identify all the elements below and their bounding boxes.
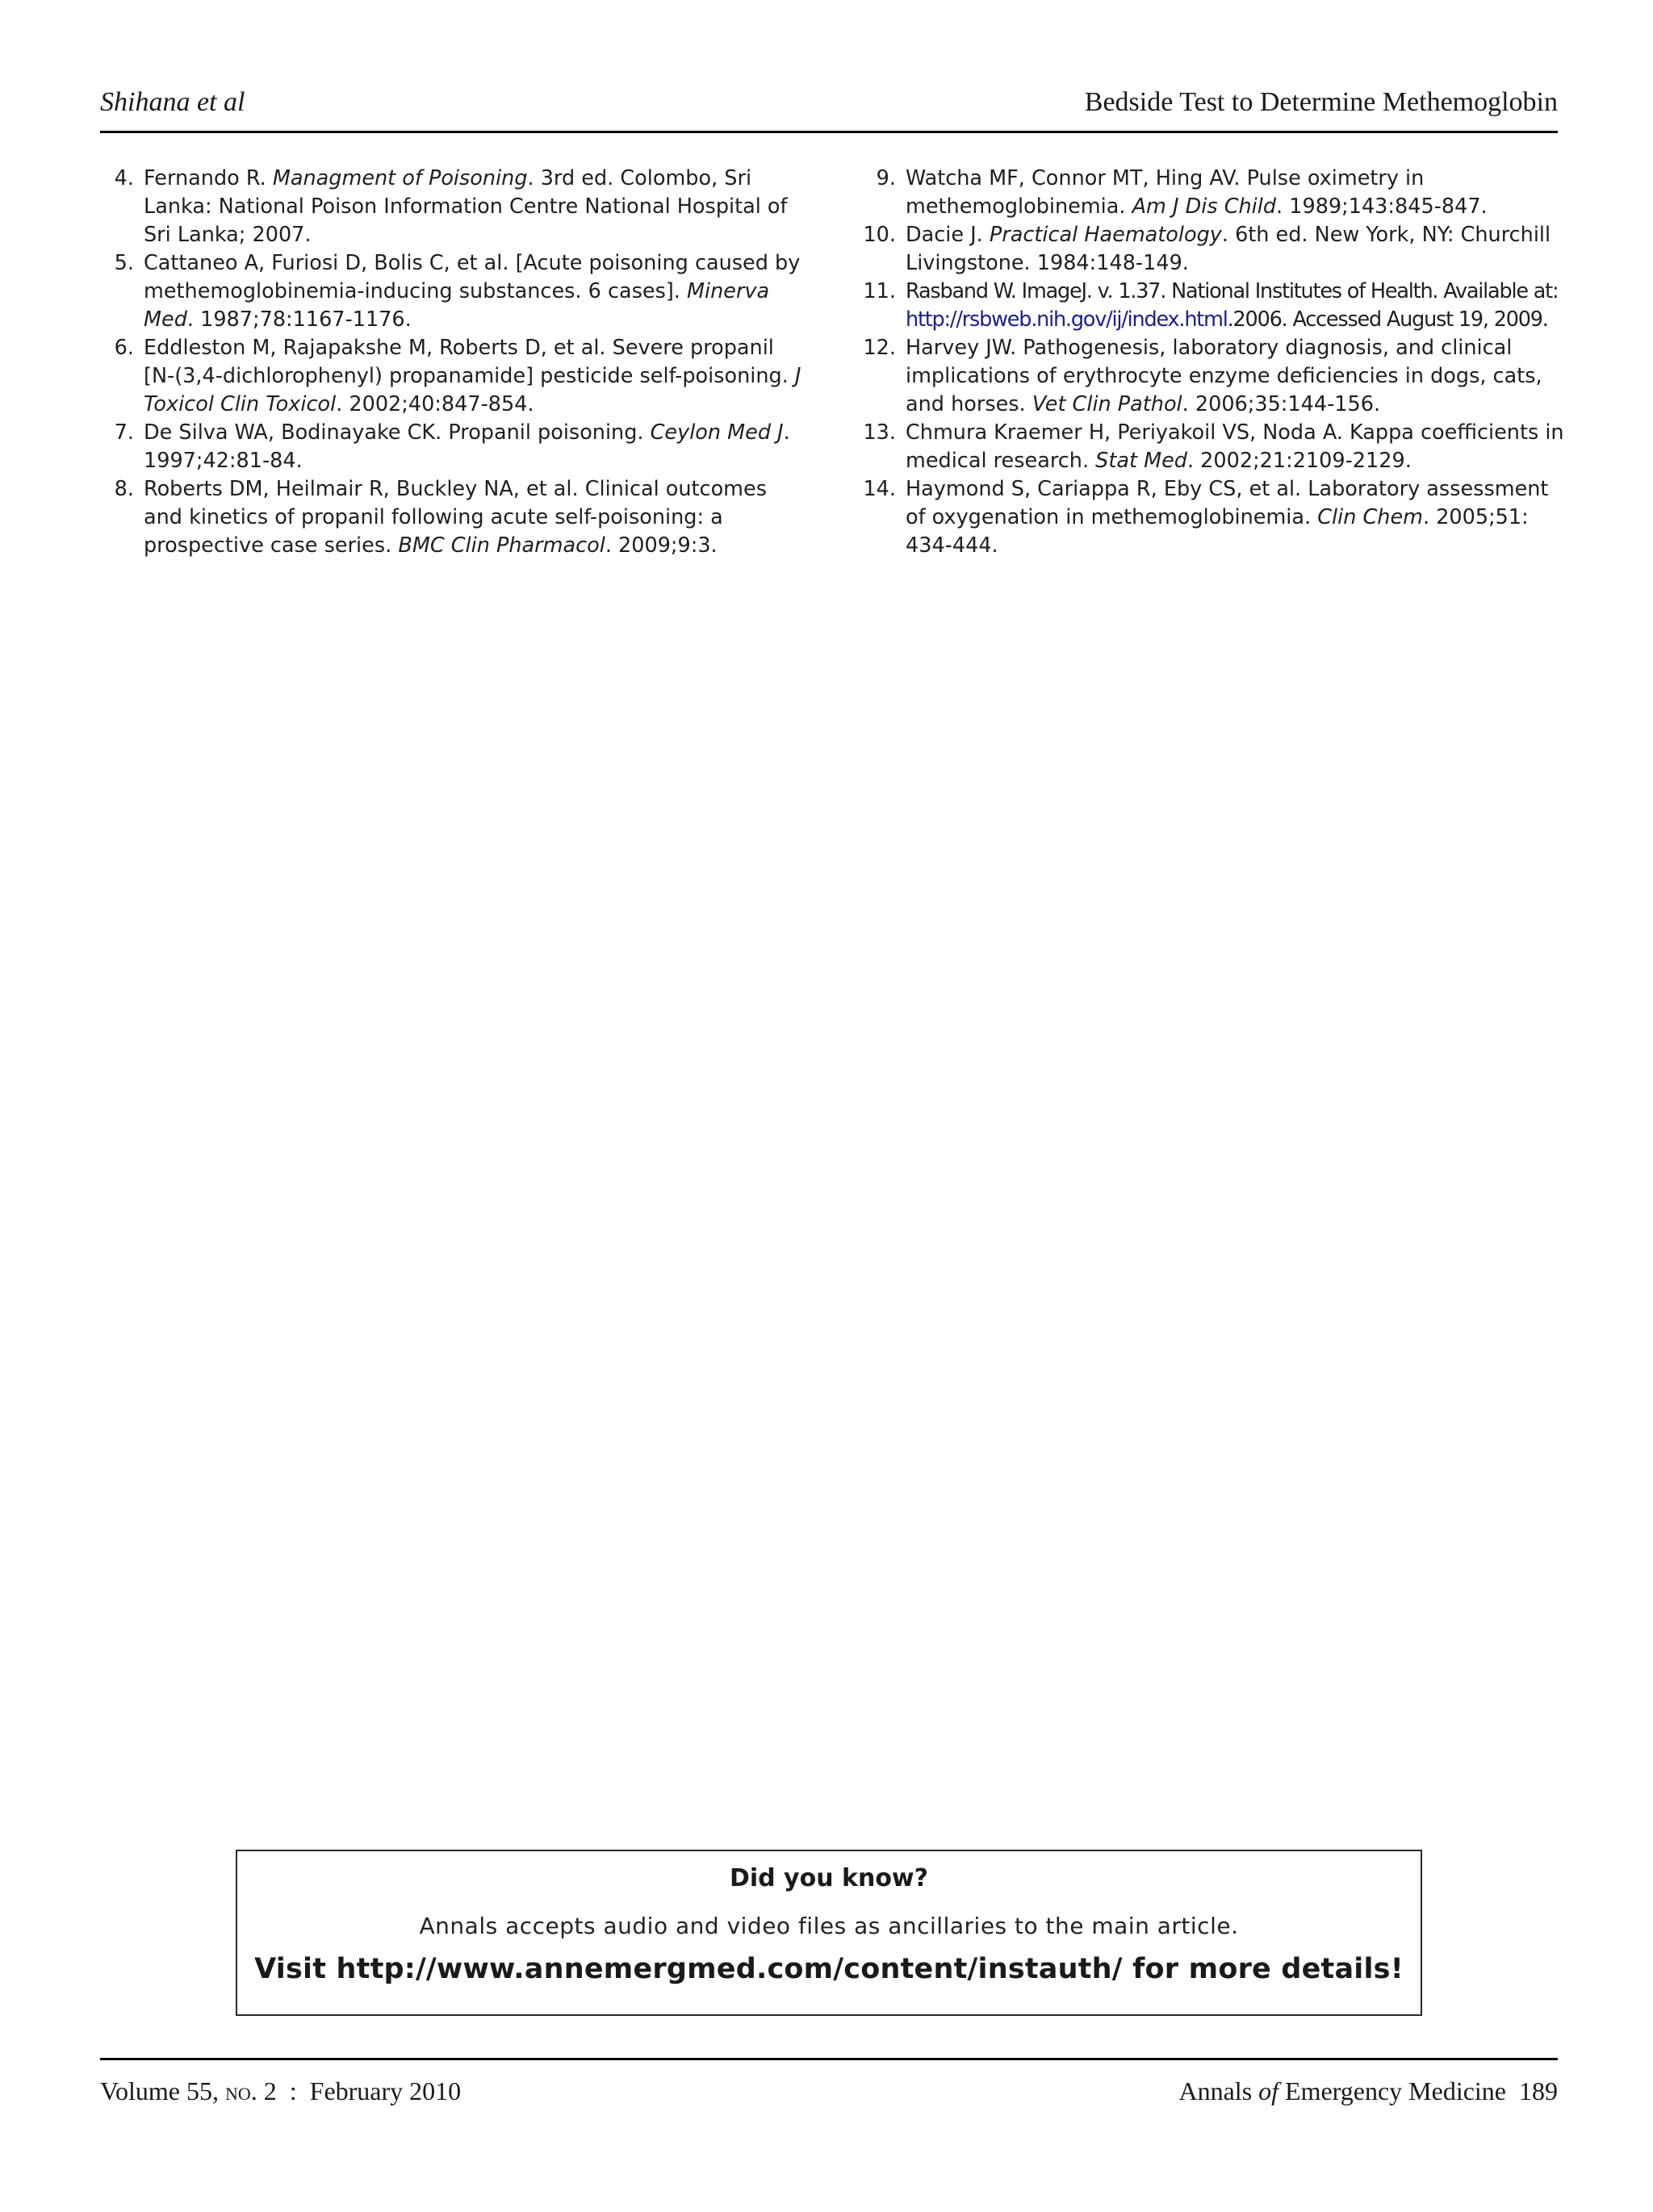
reference-item: [100, 475, 810, 560]
reference-number: 13.: [863, 420, 896, 445]
reference-number: 4.: [114, 166, 134, 190]
reference-item: [854, 278, 1564, 334]
reference-number: 9.: [876, 166, 896, 190]
did-you-know-box: [236, 1850, 1422, 2016]
footer-volume-info: Volume 55, no. 2 : February 2010: [100, 2076, 462, 2105]
page-footer: [100, 2058, 1558, 2117]
reference-text: De Silva WA, Bodinayake CK. Propanil poisoning. Ceylon Med J. 1997;42:81-84.: [144, 420, 790, 473]
running-head-title: Bedside Test to Determine Methemoglobin: [1084, 87, 1558, 117]
reference-item: [854, 165, 1564, 221]
reference-item: [100, 165, 810, 249]
reference-item: [100, 334, 810, 419]
reference-number: 12.: [863, 336, 896, 360]
reference-text: Rasband W. ImageJ. v. 1.37. National Institutes of Health. Available at: http://rsbweb.nih.gov/ij/index.html.2006. Accessed August 19, 2009.: [906, 279, 1559, 332]
reference-text: Haymond S, Cariappa R, Eby CS, et al. Laboratory assessment of oxygenation in methemoglobinemia. Clin Chem. 2005;51: 434-444.: [906, 477, 1549, 558]
reference-item: [854, 419, 1564, 475]
reference-number: 14.: [863, 477, 896, 501]
reference-text: Chmura Kraemer H, Periyakoil VS, Noda A. Kappa coefficients in medical research. Stat Med. 2002;21:2109-2129.: [906, 420, 1564, 473]
reference-text: Fernando R. Managment of Poisoning. 3rd ed. Colombo, Sri Lanka: National Poison Information Centre National Hospital of Sri Lanka; 2007.: [144, 166, 788, 247]
reference-number: 8.: [114, 477, 134, 501]
reference-item: [854, 475, 1564, 560]
reference-number: 5.: [114, 251, 134, 275]
callout-visit-link[interactable]: Visit http://www.annemergmed.com/content/instauth/ for more details!: [254, 1953, 1404, 1985]
reference-text: Watcha MF, Connor MT, Hing AV. Pulse oximetry in methemoglobinemia. Am J Dis Child. 1989;143:845-847.: [906, 166, 1488, 219]
reference-number: 6.: [114, 336, 134, 360]
footer-journal: Annals of Emergency Medicine 189: [1178, 2076, 1558, 2105]
reference-text: Roberts DM, Heilmair R, Buckley NA, et al. Clinical outcomes and kinetics of propanil following acute self-poisoning: a prospective case series. BMC Clin Pharmacol. 2009;9:3.: [144, 477, 767, 558]
callout-title: Did you know?: [729, 1864, 929, 1892]
references-right-column: [854, 165, 1564, 560]
reference-item: [100, 419, 810, 475]
reference-number: 11.: [863, 279, 896, 303]
running-head: [100, 82, 1558, 133]
reference-number: 10.: [863, 223, 896, 247]
reference-text: Eddleston M, Rajapakshe M, Roberts D, et al. Severe propanil [N-(3,4-dichlorophenyl) propanamide] pesticide self-poisoning. J Toxicol Clin Toxicol. 2002;40:847-854.: [144, 336, 801, 416]
references-left-column: [100, 165, 810, 560]
running-head-authors: Shihana et al: [100, 87, 245, 117]
reference-item: [100, 249, 810, 334]
reference-text: Harvey JW. Pathogenesis, laboratory diagnosis, and clinical implications of erythrocyte enzyme deficiencies in dogs, cats, and horses. Vet Clin Pathol. 2006;35:144-156.: [906, 336, 1542, 416]
reference-link[interactable]: http://rsbweb.nih.gov/ij/index.html: [906, 307, 1228, 332]
reference-text: Dacie J. Practical Haematology. 6th ed. New York, NY: Churchill Livingstone. 1984:148-149.: [906, 223, 1551, 275]
reference-text: Cattaneo A, Furiosi D, Bolis C, et al. [Acute poisoning caused by methemoglobinemia-inducing substances. 6 cases]. Minerva Med. 1987;78:1167-1176.: [144, 251, 801, 332]
callout-text: Annals accepts audio and video files as ancillaries to the main article.: [419, 1913, 1239, 1939]
reference-item: [854, 334, 1564, 419]
reference-number: 7.: [114, 420, 134, 445]
reference-item: [854, 221, 1564, 278]
page-number: 189: [1519, 2076, 1558, 2105]
